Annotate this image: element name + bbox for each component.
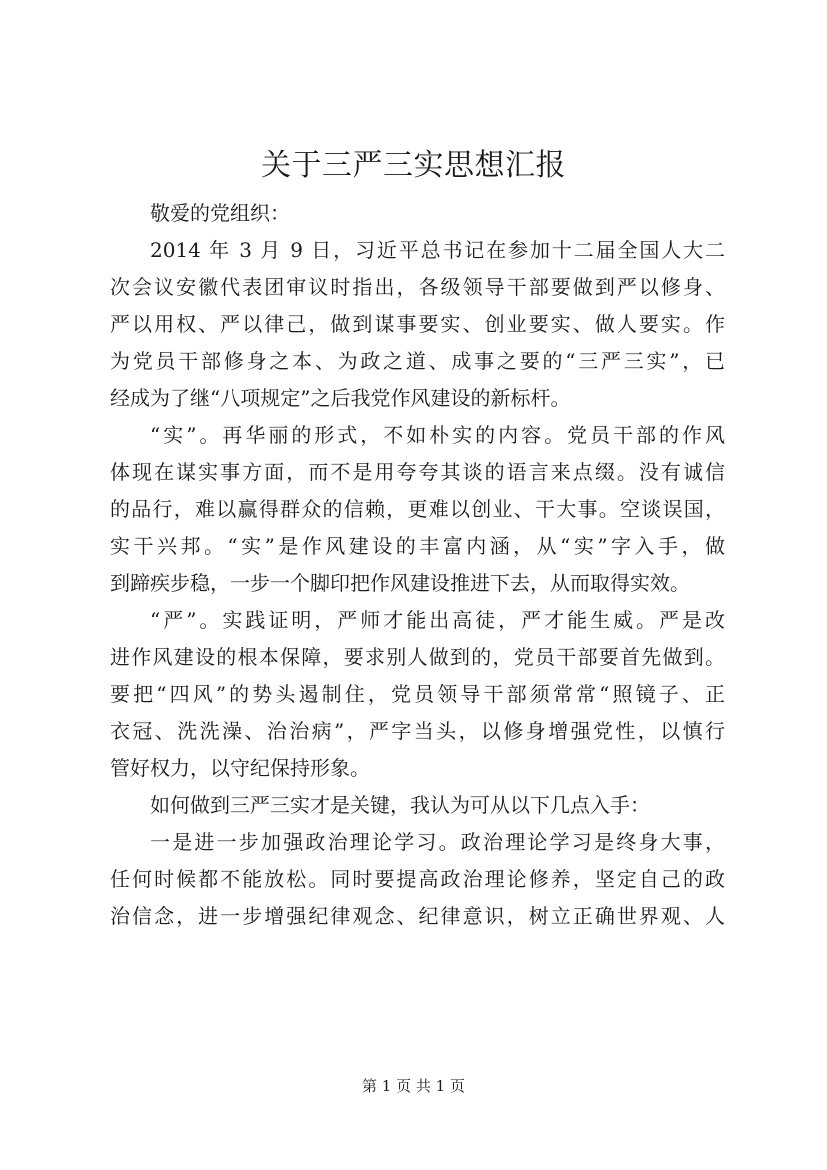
text-line: 体现在谋实事方面，而不是用夸夸其谈的语言来点缀。没有诚信 <box>110 460 725 484</box>
text-line: 治信念，进一步增强纪律观念、纪律意识，树立正确世界观、人 <box>110 904 725 928</box>
text-line: “严”。实践证明，严师才能出高徒，严才能生威。严是改 <box>150 608 725 632</box>
text-line: “实”。再华丽的形式，不如朴实的内容。党员干部的作风 <box>150 423 725 447</box>
text-line: 2014 年 3 月 9 日，习近平总书记在参加十二届全国人大二 <box>150 238 725 262</box>
text-line: 的品行，难以赢得群众的信赖，更难以创业、干大事。空谈误国， <box>110 497 725 521</box>
text-line: 衣冠、洗洗澡、治治病”，严字当头，以修身增强党性，以慎行 <box>110 719 725 743</box>
text-line: 要把“四风”的势头遏制住，党员领导干部须常常“照镜子、正 <box>110 682 725 706</box>
text-line: 一是进一步加强政治理论学习。政治理论学习是终身大事， <box>150 830 725 854</box>
text-line: 进作风建设的根本保障，要求别人做到的，党员干部要首先做到。 <box>110 645 725 669</box>
text-line: 为党员干部修身之本、为政之道、成事之要的“三严三实”，已 <box>110 349 725 373</box>
text-line: 次会议安徽代表团审议时指出，各级领导干部要做到严以修身、 <box>110 275 725 299</box>
text-line: 敬爱的党组织： <box>150 201 290 225</box>
text-line: 到蹄疾步稳，一步一个脚印把作风建设推进下去，从而取得实效。 <box>110 571 690 595</box>
document-title: 关于三严三实思想汇报 <box>261 148 566 183</box>
text-line: 实干兴邦。“实”是作风建设的丰富内涵，从“实”字入手，做 <box>110 534 725 558</box>
text-line: 任何时候都不能放松。同时要提高政治理论修养，坚定自己的政 <box>110 867 725 891</box>
text-line: 如何做到三严三实才是关键，我认为可从以下几点入手： <box>150 793 650 817</box>
document-body <box>110 195 725 935</box>
text-line: 严以用权、严以律己，做到谋事要实、创业要实、做人要实。作 <box>110 312 725 336</box>
text-line: 管好权力，以守纪保持形象。 <box>110 756 370 780</box>
page-footer: 第 1 页 共 1 页 <box>362 1077 465 1095</box>
text-line: 经成为了继“八项规定”之后我党作风建设的新标杆。 <box>110 386 571 410</box>
